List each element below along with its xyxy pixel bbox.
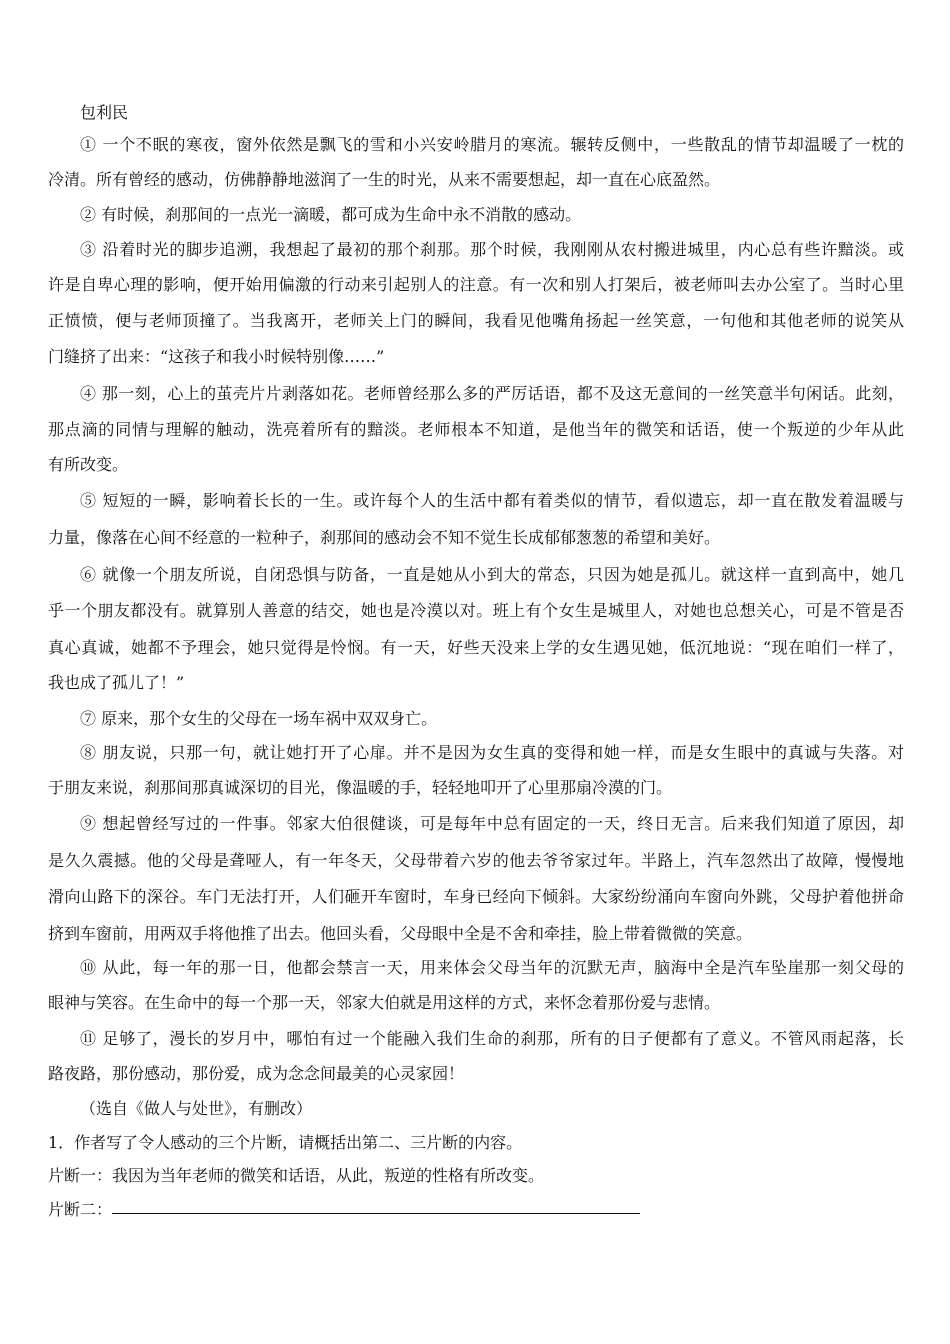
paragraph-line: ② 有时候，刹那间的一点光一滴暖，都可成为生命中永不消散的感动。 <box>80 205 582 224</box>
fragment-two-answer-blank[interactable] <box>112 1213 640 1214</box>
paragraph-line: ⑧ 朋友说，只那一句，就让她打开了心扉。并不是因为女生真的变得和她一样，而是女生眼中的真诚与失落。对 <box>80 743 904 762</box>
paragraph-line: 挤到车窗前，用两双手将他推了出去。他回头看，父母眼中全是不舍和牵挂，脸上带着微微的笑意。 <box>48 924 753 943</box>
question-text: 1．作者写了令人感动的三个片断，请概括出第二、三片断的内容。 <box>48 1133 523 1152</box>
paragraph-line: 真心真诚，她都不予理会，她只觉得是怜悯。有一天，好些天没来上学的女生遇见她，低沉地说：“现在咱们一样了， <box>48 638 904 657</box>
paragraph-line: 门缝挤了出来：“这孩子和我小时候特别像……” <box>48 347 385 366</box>
paragraph-line: 是久久震撼。他的父母是聋哑人，有一年冬天，父母带着六岁的他去爷爷家过年。半路上，汽车忽然出了故障，慢慢地 <box>48 851 904 870</box>
paragraph-line: ⑥ 就像一个朋友所说，自闭恐惧与防备，一直是她从小到大的常态，只因为她是孤儿。就这样一直到高中，她几 <box>80 565 904 584</box>
paragraph-line: 许是自卑心理的影响，便开始用偏激的行动来引起别人的注意。有一次和别人打架后，被老师叫去办公室了。当时心里 <box>48 275 904 294</box>
paragraph-line: 那点滴的同情与理解的触动，洗亮着所有的黯淡。老师根本不知道，是他当年的微笑和话语，使一个叛逆的少年从此 <box>48 420 904 439</box>
paragraph-line: ⑪ 足够了，漫长的岁月中，哪怕有过一个能融入我们生命的刹那，所有的日子便都有了意义。不管风雨起落，长 <box>80 1029 904 1048</box>
paragraph-line: ⑨ 想起曾经写过的一件事。邻家大伯很健谈，可是每年中总有固定的一天，终日无言。后来我们知道了原因，却 <box>80 814 904 833</box>
paragraph-line: ③ 沿着时光的脚步追溯，我想起了最初的那个刹那。那个时候，我刚刚从农村搬进城里，内心总有些许黯淡。或 <box>80 240 904 259</box>
author: 包利民 <box>80 103 129 122</box>
paragraph-line: 滑向山路下的深谷。车门无法打开，人们砸开车窗时，车身已经向下倾斜。大家纷纷涌向车窗向外跳，父母护着他拼命 <box>48 887 904 906</box>
paragraph-line: ⑦ 原来，那个女生的父母在一场车祸中双双身亡。 <box>80 709 438 728</box>
paragraph-line: 正愤愤，便与老师顶撞了。当我离开，老师关上门的瞬间，我看见他嘴角扬起一丝笑意，一句他和其他老师的说笑从 <box>48 311 904 330</box>
paragraph-line: 于朋友来说，刹那间那真诚深切的目光，像温暖的手，轻轻地叩开了心里那扇冷漠的门。 <box>48 778 673 797</box>
source-note: （选自《做人与处世》，有删改） <box>80 1099 313 1118</box>
paragraph-line: 冷清。所有曾经的感动，仿佛静静地滋润了一生的时光，从来不需要想起，却一直在心底盈然。 <box>48 170 721 189</box>
paragraph-line: ① 一个不眠的寒夜，窗外依然是飘飞的雪和小兴安岭腊月的寒流。辗转反侧中，一些散乱的情节却温暖了一枕的 <box>80 135 904 154</box>
paragraph-line: ⑤ 短短的一瞬，影响着长长的一生。或许每个人的生活中都有着类似的情节，看似遗忘，却一直在散发着温暖与 <box>80 491 904 510</box>
paragraph-line: 乎一个朋友都没有。就算别人善意的结交，她也是冷漠以对。班上有个女生是城里人，对她也总想关心，可是不管是否 <box>48 601 904 620</box>
paragraph-line: ⑩ 从此，每一年的那一日，他都会禁言一天，用来体会父母当年的沉默无声，脑海中全是汽车坠崖那一刻父母的 <box>80 958 904 977</box>
fragment-one-answer: 片断一：我因为当年老师的微笑和话语，从此，叛逆的性格有所改变。 <box>48 1166 545 1185</box>
paragraph-line: 有所改变。 <box>48 455 129 474</box>
paragraph-line: 眼神与笑容。在生命中的每一个那一天，邻家大伯就是用这样的方式，来怀念着那份爱与悲情。 <box>48 993 721 1012</box>
paragraph-line: 我也成了孤儿了！” <box>48 673 185 692</box>
paragraph-line: 路夜路，那份感动，那份爱，成为念念间最美的心灵家园！ <box>48 1064 465 1083</box>
paragraph-line: 力量，像落在心间不经意的一粒种子，刹那间的感动会不知不觉生长成郁郁葱葱的希望和美好。 <box>48 528 721 547</box>
paragraph-line: ④ 那一刻，心上的茧壳片片剥落如花。老师曾经那么多的严厉话语，都不及这无意间的一丝笑意半句闲话。此刻， <box>80 384 904 403</box>
fragment-two-label: 片断二： <box>48 1200 113 1219</box>
